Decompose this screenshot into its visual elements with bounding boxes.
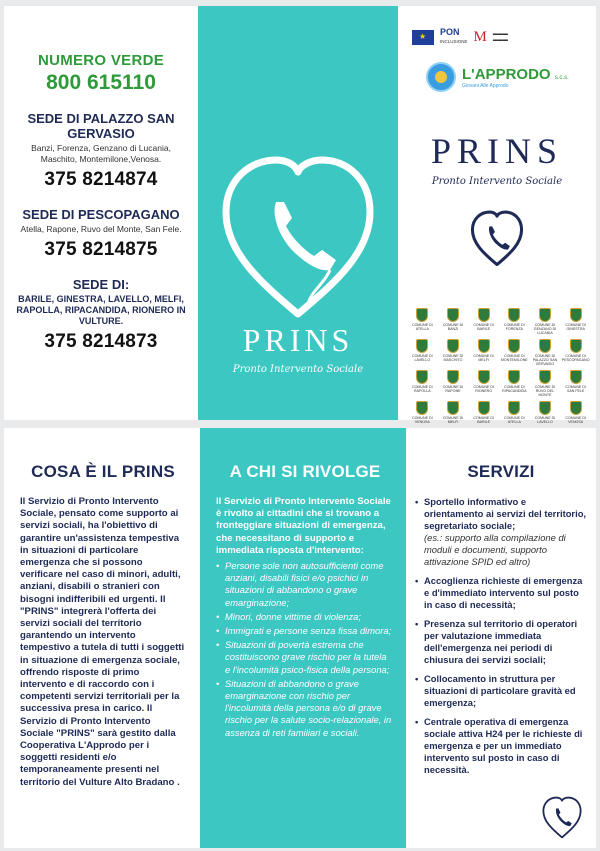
- brand-panel: [398, 6, 596, 424]
- rivolge-title: A CHI SI RIVOLGE: [229, 462, 381, 481]
- funding-logos: [412, 26, 588, 48]
- approdo-logo: [426, 62, 569, 92]
- municipality-crest: [561, 308, 590, 335]
- crest-shield-icon: [539, 339, 551, 353]
- crest-name: COMUNE DI RIPACANDIDA: [502, 385, 527, 393]
- crest-shield-icon: [416, 401, 428, 415]
- crest-shield-icon: [539, 308, 551, 322]
- cover-panel: [198, 6, 398, 420]
- list-item: • Centrale operativa di emergenza sociale attiva H24 per le richieste di emergenza e per un immediato intervento sul posto in caso di necessità.: [414, 716, 588, 776]
- municipality-crests: [408, 308, 590, 424]
- municipality-crest: [531, 401, 560, 424]
- municipality-crest: [531, 370, 560, 397]
- rivolge-panel: [200, 428, 406, 848]
- crest-name: COMUNE DI ATELLA: [504, 416, 525, 424]
- crest-shield-icon: [478, 339, 490, 353]
- crest-name: COMUNE DI PALAZZO SAN GERVASIO: [532, 354, 558, 366]
- crest-shield-icon: [508, 308, 520, 322]
- municipality-crest: [561, 339, 590, 366]
- sede-towns: Banzi, Forenza, Genzano di Lucania, Maschito, Montemilone,Venosa.: [31, 143, 171, 164]
- numero-verde-label: NUMERO VERDE: [37, 52, 165, 69]
- crest-name: COMUNE DI GENZANO DI LUCANIA: [533, 323, 557, 335]
- sede-phone: 375 8214873: [44, 331, 158, 352]
- municipality-crest: [439, 308, 468, 335]
- approdo-tagline: Giovani Alle Approdo: [462, 82, 509, 89]
- numero-verde-number: 800 615110: [46, 71, 156, 94]
- crest-shield-icon: [508, 401, 520, 415]
- municipality-crest: [408, 308, 437, 335]
- list-item: • Collocamento in struttura per situazioni di particolare gravità ed emergenza;: [414, 673, 588, 709]
- heart-phone-icon: [538, 796, 586, 840]
- crest-name: COMUNE DI RUVO DEL MONTE: [534, 385, 556, 397]
- crest-name: COMUNE DI VENOSA: [565, 416, 586, 424]
- municipality-crest: [469, 370, 498, 397]
- list-item: • Situazioni di abbandono o grave emarginazione con rischio per l'incolumità della persona e/o di grave rischio per la salute socio-relazionale, in assenza di reti familiari e sociali.: [216, 678, 394, 739]
- crest-shield-icon: [447, 308, 459, 322]
- crest-shield-icon: [570, 308, 582, 322]
- list-item: • Persone sole non autosufficienti come anziani, disabili fisici e/o psichici in situazioni di abbandono o grave emarginazione;: [216, 560, 394, 609]
- servizi-list: [414, 496, 588, 776]
- sede-towns: BARILE, GINESTRA, LAVELLO, MELFI, RAPOLLA, RIPACANDIDA, RIONERO IN VULTURE.: [16, 294, 186, 326]
- cosa-text: Il Servizio di Pronto Intervento Sociale, pensato come supporto ai servizi sociali, ha l'obiettivo di garantire un'assistenza tempestiva in situazioni di particolare emergenza che si possono verificare nel caso di minori, adulti, anziani, disabili o stranieri con bisogni indifferibili ed urgenti. Il "PRINS" integrerà l'offerta dei servizi sociali del territorio garantendo un intervento tempestivo a tutela di tutti i soggetti in situazione di emergenza sociale, offrendo risposte di primo intervento e di raccordo con i competenti servizi territoriali per la successiva presa in carico. Il Servizio di Pronto Intervento Sociale "PRINS" sarà gestito dalla Cooperativa L'Approdo per i soggetti residenti e/o temporaneamente presenti nel territorio del Vulture Alto Bradano .: [20, 496, 185, 788]
- municipality-crest: [500, 370, 529, 397]
- sede-pescopagano: [12, 207, 190, 261]
- municipality-crest: [469, 339, 498, 366]
- sede-phone: 375 8214874: [44, 169, 158, 190]
- municipality-crest: [408, 339, 437, 366]
- sede-palazzo: [12, 111, 190, 191]
- crest-name: COMUNE DI RIONERO: [473, 385, 494, 393]
- crest-name: COMUNE DI RAPOLLA: [412, 385, 433, 393]
- sede-phone: 375 8214875: [44, 239, 158, 260]
- crest-shield-icon: [447, 339, 459, 353]
- list-item-note: (es.: supporto alla compilazione di moduli e documenti, supporto attivazione SPID ed altro): [424, 532, 566, 567]
- rivolge-intro: Il Servizio di Pronto Intervento Sociale è rivolto ai cittadini che si trovano a fronteggiare situazioni di emergenza, che necessitano di supporto e immediata risposta d'intervento:: [216, 496, 391, 556]
- crest-name: COMUNE DI BARILE: [473, 416, 494, 424]
- crest-name: COMUNE DI MELFI: [442, 416, 464, 424]
- crest-shield-icon: [570, 339, 582, 353]
- crest-name: COMUNE DI GINESTRA: [565, 323, 586, 331]
- crest-shield-icon: [478, 370, 490, 384]
- crest-shield-icon: [416, 308, 428, 322]
- ministry-logo-icon: M: [473, 28, 487, 45]
- crest-shield-icon: [447, 370, 459, 384]
- municipality-crest: [500, 308, 529, 335]
- municipality-crest: [439, 339, 468, 366]
- crest-shield-icon: [416, 370, 428, 384]
- rivolge-list: [216, 560, 394, 739]
- municipality-crest: [469, 401, 498, 424]
- municipality-crest: [500, 339, 529, 366]
- leaflet-back: [4, 428, 596, 848]
- brand-subtitle: Pronto Intervento Sociale: [431, 176, 563, 187]
- servizi-panel: [406, 428, 596, 848]
- cosa-panel: [4, 428, 200, 848]
- crest-shield-icon: [447, 401, 459, 415]
- crest-name: COMUNE DI LAVELLO: [412, 354, 433, 362]
- crest-shield-icon: [416, 339, 428, 353]
- crest-name: COMUNE DI SAN FELE: [565, 385, 586, 393]
- ministry-label-icon: ▬▬▬ ▬▬▬: [492, 31, 508, 43]
- municipality-crest: [469, 308, 498, 335]
- eu-flag-icon: [412, 30, 434, 45]
- crest-name: COMUNE DI VENOSA: [412, 416, 433, 424]
- municipality-crest: [408, 370, 437, 397]
- heart-phone-icon: [466, 210, 528, 268]
- list-item: • Minori, donne vittime di violenza;: [216, 611, 394, 623]
- municipality-crest: [531, 339, 560, 366]
- approdo-name: L'APPRODO s.c.s.: [462, 65, 569, 83]
- pon-logo: PON INCLUSIONE: [440, 27, 468, 44]
- list-item: • Immigrati e persone senza fissa dimora;: [216, 625, 394, 637]
- leaflet-front: [4, 6, 596, 424]
- crest-name: COMUNE DI MELFI: [473, 354, 494, 362]
- municipality-crest: [561, 370, 590, 397]
- crest-name: COMUNE DI PESCOPAGANO: [561, 354, 590, 362]
- approdo-emblem-icon: [426, 62, 456, 92]
- brand-title: PRINS: [430, 131, 564, 171]
- cover-title: PRINS: [242, 322, 354, 358]
- sede-title: SEDE DI PESCOPAGANO: [22, 207, 180, 222]
- crest-shield-icon: [539, 370, 551, 384]
- crest-name: COMUNE DI RAPONE: [442, 385, 464, 393]
- municipality-crest: [500, 401, 529, 424]
- crest-shield-icon: [508, 339, 520, 353]
- servizi-title: SERVIZI: [467, 462, 535, 481]
- municipality-crest: [439, 370, 468, 397]
- list-item: • Accoglienza richieste di emergenza e d'immediato intervento sul posto in caso di necessità;: [414, 575, 588, 611]
- municipality-crest: [561, 401, 590, 424]
- crest-name: COMUNE DI MONTEMILONE: [500, 354, 528, 362]
- crest-shield-icon: [478, 308, 490, 322]
- municipality-crest: [408, 401, 437, 424]
- list-item: • Sportello informativo e orientamento ai servizi del territorio, segretariato sociale; (es.: supporto alla compilazione di moduli e documenti, supporto attivazione SPID ed altro): [414, 496, 588, 568]
- crest-shield-icon: [570, 401, 582, 415]
- municipality-crest: [439, 401, 468, 424]
- crest-shield-icon: [508, 370, 520, 384]
- sede-title: SEDE DI:: [72, 277, 130, 292]
- cosa-title: COSA È IL PRINS: [31, 462, 175, 481]
- municipality-crest: [531, 308, 560, 335]
- crest-name: COMUNE DI MASCHITO: [442, 354, 464, 362]
- sede-title: SEDE DI PALAZZO SAN GERVASIO: [27, 111, 175, 141]
- crest-shield-icon: [539, 401, 551, 415]
- crest-name: COMUNE DI ATELLA: [412, 323, 433, 331]
- crest-name: COMUNE DI BANZI: [442, 323, 464, 331]
- crest-name: COMUNE DI LAVELLO: [534, 416, 556, 424]
- crest-shield-icon: [478, 401, 490, 415]
- cover-subtitle: Pronto Intervento Sociale: [232, 364, 364, 375]
- list-item: • Presenza sul territorio di operatori per valutazione immediata dell'emergenza nei periodi di chiusura dei servizi sociali;: [414, 618, 588, 666]
- sede-towns: Atella, Rapone, Ruvo del Monte, San Fele.: [20, 224, 182, 234]
- crest-name: COMUNE DI FORENZA: [504, 323, 525, 331]
- sede-melfi-area: [12, 277, 190, 353]
- crest-shield-icon: [570, 370, 582, 384]
- heart-phone-icon: [220, 154, 376, 324]
- crest-name: COMUNE DI BARILE: [473, 323, 494, 331]
- contacts-panel: [4, 6, 198, 420]
- list-item: • Situazioni di povertà estrema che costituiscono grave rischio per la tutela e l'incolumità psico-fisica della persona;: [216, 639, 394, 676]
